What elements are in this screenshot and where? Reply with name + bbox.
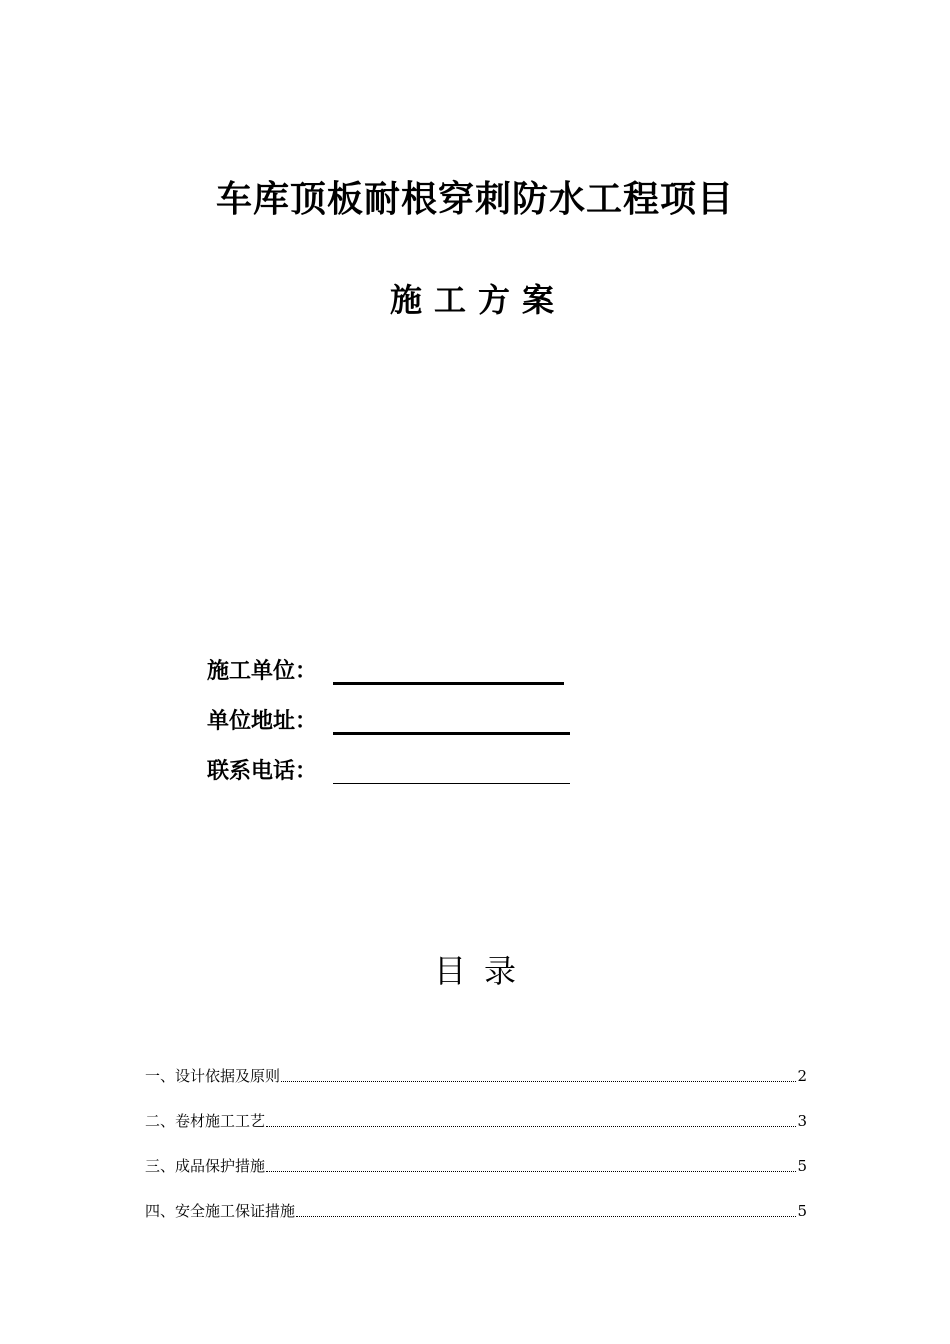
toc-page-number: 5 (797, 1202, 807, 1220)
document-title: 车库顶板耐根穿刺防水工程项目 (215, 179, 734, 220)
construction-unit-label: 施工单位： (207, 659, 318, 684)
info-row-unit-address (207, 702, 607, 752)
document-subtitle: 施工方案 (389, 281, 566, 319)
toc-entry[interactable] (145, 1044, 807, 1089)
toc-entry-text: 四、安全施工保证措施 (145, 1202, 296, 1220)
unit-address-blank-line (333, 732, 570, 735)
construction-unit-blank-line (333, 682, 564, 685)
toc-leader-dots (281, 1080, 796, 1082)
toc-entry[interactable] (145, 1089, 807, 1134)
contact-phone-blank-line (333, 783, 570, 784)
toc-entry-text: 二、卷材施工工艺 (145, 1112, 266, 1130)
toc-page-number: 3 (797, 1112, 807, 1130)
toc-leader-dots (266, 1170, 796, 1172)
toc-entry-text: 一、设计依据及原则 (145, 1067, 281, 1085)
contact-info-block (207, 652, 607, 802)
unit-address-label: 单位地址： (207, 709, 318, 734)
toc-entry-text: 三、成品保护措施 (145, 1157, 266, 1175)
info-row-construction-unit (207, 652, 607, 702)
info-row-contact-phone (207, 752, 607, 802)
table-of-contents (145, 1044, 807, 1224)
toc-leader-dots (296, 1215, 796, 1217)
contact-phone-label: 联系电话： (207, 759, 318, 784)
toc-page-number: 2 (797, 1067, 807, 1085)
toc-page-number: 5 (797, 1157, 807, 1175)
toc-entry[interactable] (145, 1179, 807, 1224)
toc-entry[interactable] (145, 1134, 807, 1179)
toc-leader-dots (266, 1125, 796, 1127)
toc-title: 目录 (433, 952, 534, 990)
